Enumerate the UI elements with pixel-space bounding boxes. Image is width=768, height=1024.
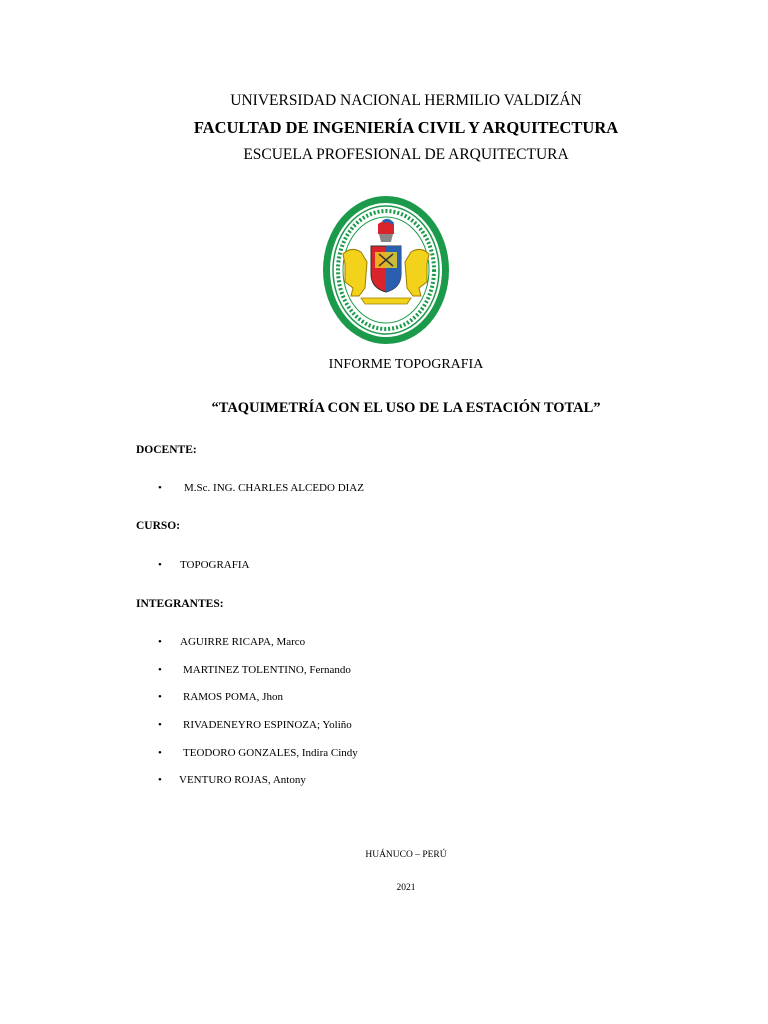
faculty-name: FACULTAD DE INGENIERÍA CIVIL Y ARQUITECTURA: [193, 118, 619, 137]
bullet-icon: •: [158, 747, 162, 759]
curso-label: CURSO:: [136, 520, 181, 532]
list-item: • RAMOS POMA, Jhon: [158, 691, 283, 703]
list-item: • MARTINEZ TOLENTINO, Fernando: [158, 664, 351, 676]
list-item: • AGUIRRE RICAPA, Marco: [158, 636, 306, 648]
footer-year: 2021: [396, 883, 416, 893]
list-item: • VENTURO ROJAS, Antony: [158, 774, 306, 786]
footer-place: HUÁNUCO – PERÚ: [365, 850, 447, 860]
bullet-icon: •: [158, 774, 162, 786]
bullet-icon: •: [158, 664, 162, 676]
bullet-icon: •: [158, 691, 162, 703]
list-item: • TEODORO GONZALES, Indira Cindy: [158, 747, 358, 759]
list-item: • M.Sc. ING. CHARLES ALCEDO DIAZ: [158, 482, 364, 494]
university-seal-icon: [321, 194, 451, 346]
school-name: ESCUELA PROFESIONAL DE ARQUITECTURA: [243, 146, 569, 163]
bullet-icon: •: [158, 719, 162, 731]
report-title: “TAQUIMETRÍA CON EL USO DE LA ESTACIÓN TOTAL”: [211, 400, 601, 416]
docente-label: DOCENTE:: [136, 444, 197, 456]
university-name: UNIVERSIDAD NACIONAL HERMILIO VALDIZÁN: [230, 92, 582, 109]
bullet-icon: •: [158, 559, 162, 571]
bullet-icon: •: [158, 636, 162, 648]
bullet-icon: •: [158, 482, 162, 494]
list-item: • RIVADENEYRO ESPINOZA; Yoliño: [158, 719, 352, 731]
integrantes-label: INTEGRANTES:: [136, 598, 224, 610]
list-item: • TOPOGRAFIA: [158, 559, 250, 571]
report-type: INFORME TOPOGRAFIA: [328, 357, 484, 372]
